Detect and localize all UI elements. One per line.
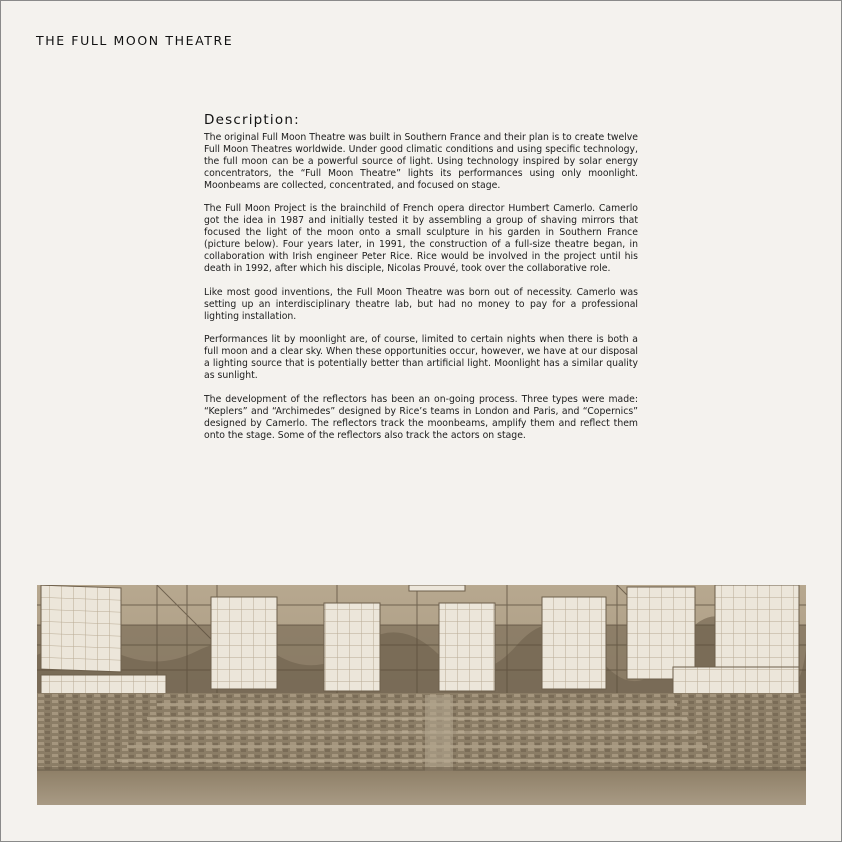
description-heading: Description: bbox=[204, 112, 300, 128]
theatre-photo bbox=[37, 585, 806, 805]
theatre-photo-illustration bbox=[37, 585, 806, 805]
page-title: THE FULL MOON THEATRE bbox=[36, 33, 234, 48]
paragraph: The original Full Moon Theatre was built in Southern France and their plan is to create twelve Full Moon Theatres worldwide. Under good climatic conditions and using specific technology, the full moon can be a powerful source of light. Using technology inspired by solar energy concentrators, the “Full Moon Theatre” lights its performances using only moonlight. Moonbeams are collected, concentrated, and focused on stage. bbox=[204, 132, 638, 191]
paragraph: Like most good inventions, the Full Moon Theatre was born out of necessity. Camerlo was setting up an interdisciplinary theatre lab, but had no money to pay for a professional lighting installation. bbox=[204, 286, 638, 322]
paragraph: The Full Moon Project is the brainchild of French opera director Humbert Camerlo. Camerlo got the idea in 1987 and initially tested it by assembling a group of shaving mirrors that focused the light of the moon onto a small sculpture in his garden in Southern France (picture below). Four years later, in 1991, the construction of a full-size theatre began, in collaboration with Irish engineer Peter Rice. Rice would be involved in the project until his death in 1992, after which his disciple, Nicolas Prouvé, took over the collaborative role. bbox=[204, 203, 638, 274]
description-body bbox=[204, 132, 638, 453]
paragraph: Performances lit by moonlight are, of course, limited to certain nights when there is both a full moon and a clear sky. When these opportunities occur, however, we have at our disposal a lighting source that is potentially better than artificial light. Moonlight has a similar quality as sunlight. bbox=[204, 334, 638, 382]
paragraph: The development of the reflectors has been an on-going process. Three types were made: “Keplers” and “Archimedes” designed by Rice’s teams in London and Paris, and “Copernics” designed by Camerlo. The reflectors track the moonbeams, amplify them and reflect them onto the stage. Some of the reflectors also track the actors on stage. bbox=[204, 393, 638, 441]
